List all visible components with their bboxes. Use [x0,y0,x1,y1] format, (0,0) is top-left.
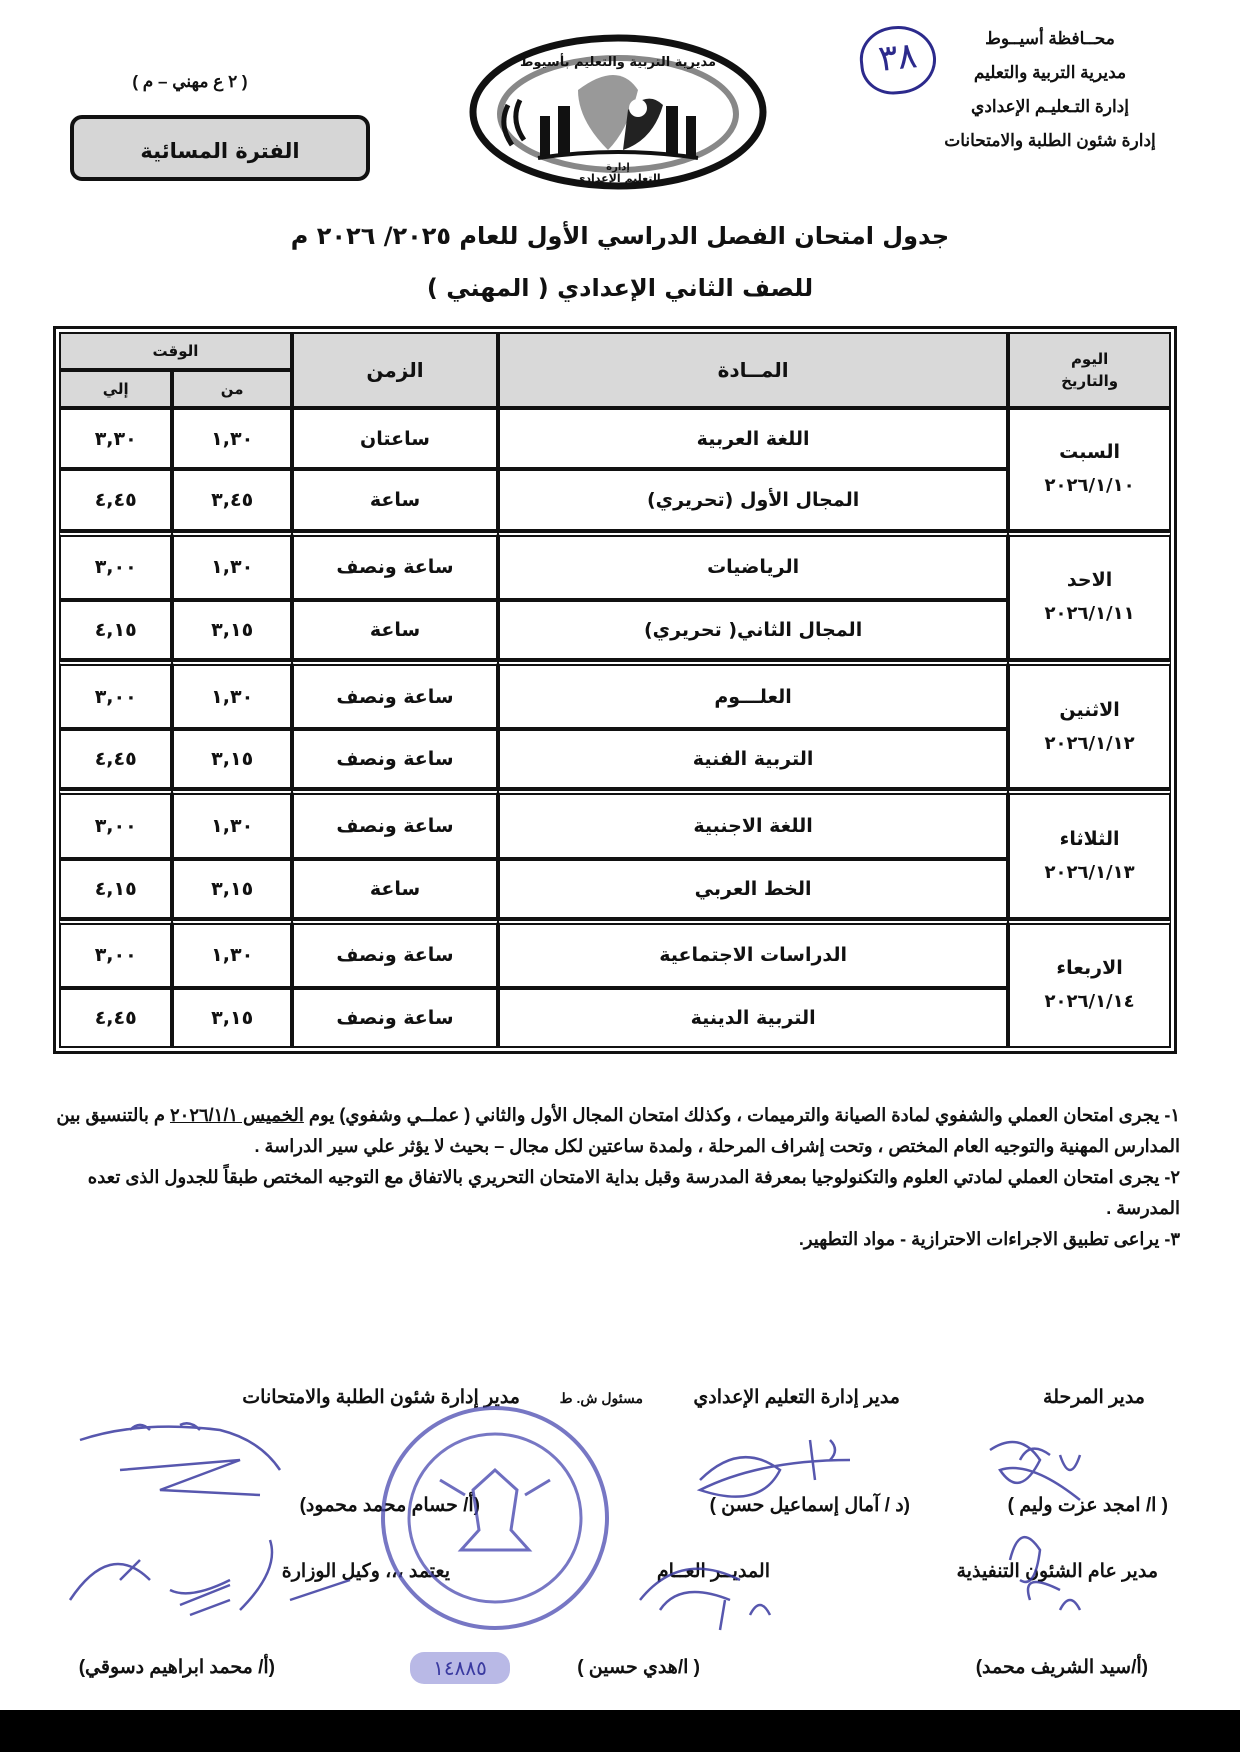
day-date-cell [1008,408,1171,531]
sig-title-affairs-manager: مدير إدارة شئون الطلبة والامتحانات [242,1387,520,1408]
header-from: من [172,370,292,408]
subject-cell: المجال الأول (تحريري) [498,469,1008,530]
subject-cell: العلـــوم [498,660,1008,729]
day-date-cell [1008,789,1171,918]
time-from-cell: ٣,١٥ [172,988,292,1048]
time-from-cell: ٣,١٥ [172,600,292,660]
duration-cell: ساعة ونصف [292,988,498,1048]
page-subtitle: للصف الثاني الإعدادي ( المهني ) [426,274,814,302]
header-date: والتاريخ [1061,372,1119,390]
sig-name-approver: (أ/ محمد ابراهيم دسوقي) [78,1657,275,1678]
time-from-cell: ٣,١٥ [172,859,292,919]
sig-name-affairs-manager: (أ/ حسام محمد محمود) [299,1495,480,1516]
time-to-cell: ٣,٠٠ [59,919,172,988]
directorate-logo [468,30,768,190]
header-duration: الزمن [292,332,498,408]
sig-title-stage-manager: مدير المرحلة [1043,1387,1145,1408]
exam-date: ٢٠٢٦/١/١١ [1044,603,1135,625]
governorate: محــافظة أسيــوط [985,29,1115,48]
day-date-cell [1008,660,1171,789]
subject-cell: الدراسات الاجتماعية [498,919,1008,988]
issuer-block [900,22,1200,158]
day-name: الاحد [1066,569,1113,592]
subject-cell: اللغة الاجنبية [498,789,1008,858]
time-to-cell: ٣,٠٠ [59,660,172,729]
sig-name-stage-manager: ( ا/ امجد عزت وليم ) [1007,1495,1168,1516]
duration-cell: ساعة ونصف [292,919,498,988]
subject-cell: اللغة العربية [498,408,1008,469]
note-3: ٣- يراعى تطبيق الاجراءات الاحترازية - مواد التطهير. [798,1229,1180,1249]
header-day-date [1008,332,1171,408]
time-from-cell: ٣,٤٥ [172,469,292,530]
document-code: ( ٢ ع مهني – م ) [132,72,248,91]
sig-name-exec-manager: (أ/سيد الشريف محمد) [975,1657,1148,1678]
table-row [59,789,1171,858]
time-to-cell: ٤,١٥ [59,859,172,919]
time-from-cell: ١,٣٠ [172,789,292,858]
table-row [59,408,1171,469]
sig-title-general-manager: المديــر العــام [656,1561,770,1582]
time-from-cell: ١,٣٠ [172,919,292,988]
subject-cell: التربية الفنية [498,729,1008,789]
table-row [59,531,1171,600]
sig-name-prep-manager: (د / آمال إسماعيل حسن ) [709,1495,910,1516]
page-number-handwritten: ٣٨ [857,22,940,98]
time-to-cell: ٤,٤٥ [59,469,172,530]
table-row [59,859,1171,919]
table-row [59,469,1171,530]
exam-date: ٢٠٢٦/١/١٤ [1044,991,1135,1013]
subject-cell: المجال الثاني( تحريري) [498,600,1008,660]
time-from-cell: ٣,١٥ [172,729,292,789]
stamp-number: ١٤٨٨٥ [410,1652,510,1684]
duration-cell: ساعة ونصف [292,729,498,789]
header-day: اليوم [1070,350,1109,368]
duration-cell: ساعة ونصف [292,789,498,858]
scan-edge [0,1710,1240,1752]
notes [50,1100,1180,1255]
duration-cell: ساعتان [292,408,498,469]
logo-text-top: مديرية التربية والتعليم بأسيوط [519,55,717,70]
time-from-cell: ١,٣٠ [172,660,292,729]
time-to-cell: ٤,٤٥ [59,729,172,789]
sig-title-exec-manager: مدير عام الشئون التنفيذية [956,1561,1158,1582]
note-1-text-b: م بالتنسيق بين المدارس المهنية والتوجيه العام المختص ، وتحت إشراف المرحلة ، ولمدة ساعتين لكل مجال – بحيث لا يؤثر علي سير الدراسة . [56,1105,1180,1156]
subject-cell: التربية الدينية [498,988,1008,1048]
time-to-cell: ٣,٣٠ [59,408,172,469]
logo-text-bottom-1: إدارة [606,162,630,173]
prep-education-admin: إدارة التـعليـم الإعدادي [971,97,1129,116]
period-label: الفترة المسائية [70,115,370,181]
exam-date: ٢٠٢٦/١/١٠ [1044,475,1135,497]
sig-title-approver: يعتمد ،،، وكيل الوزارة [281,1561,450,1582]
note-1-text-a: ١- يجرى امتحان العملي والشفوي لمادة الصيانة والترميمات ، وكذلك امتحان المجال الأول والثاني ( عملــي وشفوي) يوم [303,1105,1180,1125]
day-date-cell [1008,531,1171,660]
table-row [59,919,1171,988]
handwritten-signatures [60,1400,1180,1700]
duration-cell: ساعة [292,469,498,530]
sig-name-general-manager: ( ا/هدي حسين ) [577,1657,700,1678]
page-title: جدول امتحان الفصل الدراسي الأول للعام ٢٠٢٥/ ٢٠٢٦ م [290,222,950,250]
header-to: إلي [59,370,172,408]
duration-cell: ساعة ونصف [292,660,498,729]
sig-title-prep-manager: مدير إدارة التعليم الإعدادي [693,1387,900,1408]
note-2: ٢- يجرى امتحان العملي لمادتي العلوم والتكنولوجيا بمعرفة المدرسة وقبل بداية الامتحان التحريري بالاتفاق مع التوجيه المختص طبقاً للجدول الذى تعده المدرسة . [87,1167,1180,1218]
day-date-cell [1008,919,1171,1048]
logo-text-bottom-2: التعليم الإعدادي [575,172,661,185]
subject-cell: الرياضيات [498,531,1008,600]
exam-date: ٢٠٢٦/١/١٣ [1044,861,1135,883]
table-row [59,729,1171,789]
day-name: الثلاثاء [1059,827,1120,850]
header-subject: المــادة [498,332,1008,408]
time-from-cell: ١,٣٠ [172,531,292,600]
note-1 [50,1100,1180,1162]
day-name: السبت [1059,441,1121,464]
day-name: الاثنين [1059,698,1120,721]
day-name: الاربعاء [1056,957,1123,980]
table-row [59,600,1171,660]
sig-title-affairs-officer: مسئول ش. ط [559,1390,643,1406]
directorate: مديرية التربية والتعليم [973,63,1127,82]
subject-cell: الخط العربي [498,859,1008,919]
time-from-cell: ١,٣٠ [172,408,292,469]
duration-cell: ساعة [292,600,498,660]
exam-schedule-table [53,326,1177,1054]
note-1-date: الخميس ٢٠٢٦/١/١ [169,1105,304,1125]
time-to-cell: ٣,٠٠ [59,531,172,600]
header-time: الوقت [59,332,292,370]
time-to-cell: ٤,١٥ [59,600,172,660]
time-to-cell: ٣,٠٠ [59,789,172,858]
table-row [59,660,1171,729]
duration-cell: ساعة [292,859,498,919]
table-row [59,988,1171,1048]
exam-date: ٢٠٢٦/١/١٢ [1044,732,1135,754]
duration-cell: ساعة ونصف [292,531,498,600]
student-affairs-admin: إدارة شئون الطلبة والامتحانات [944,131,1156,150]
time-to-cell: ٤,٤٥ [59,988,172,1048]
